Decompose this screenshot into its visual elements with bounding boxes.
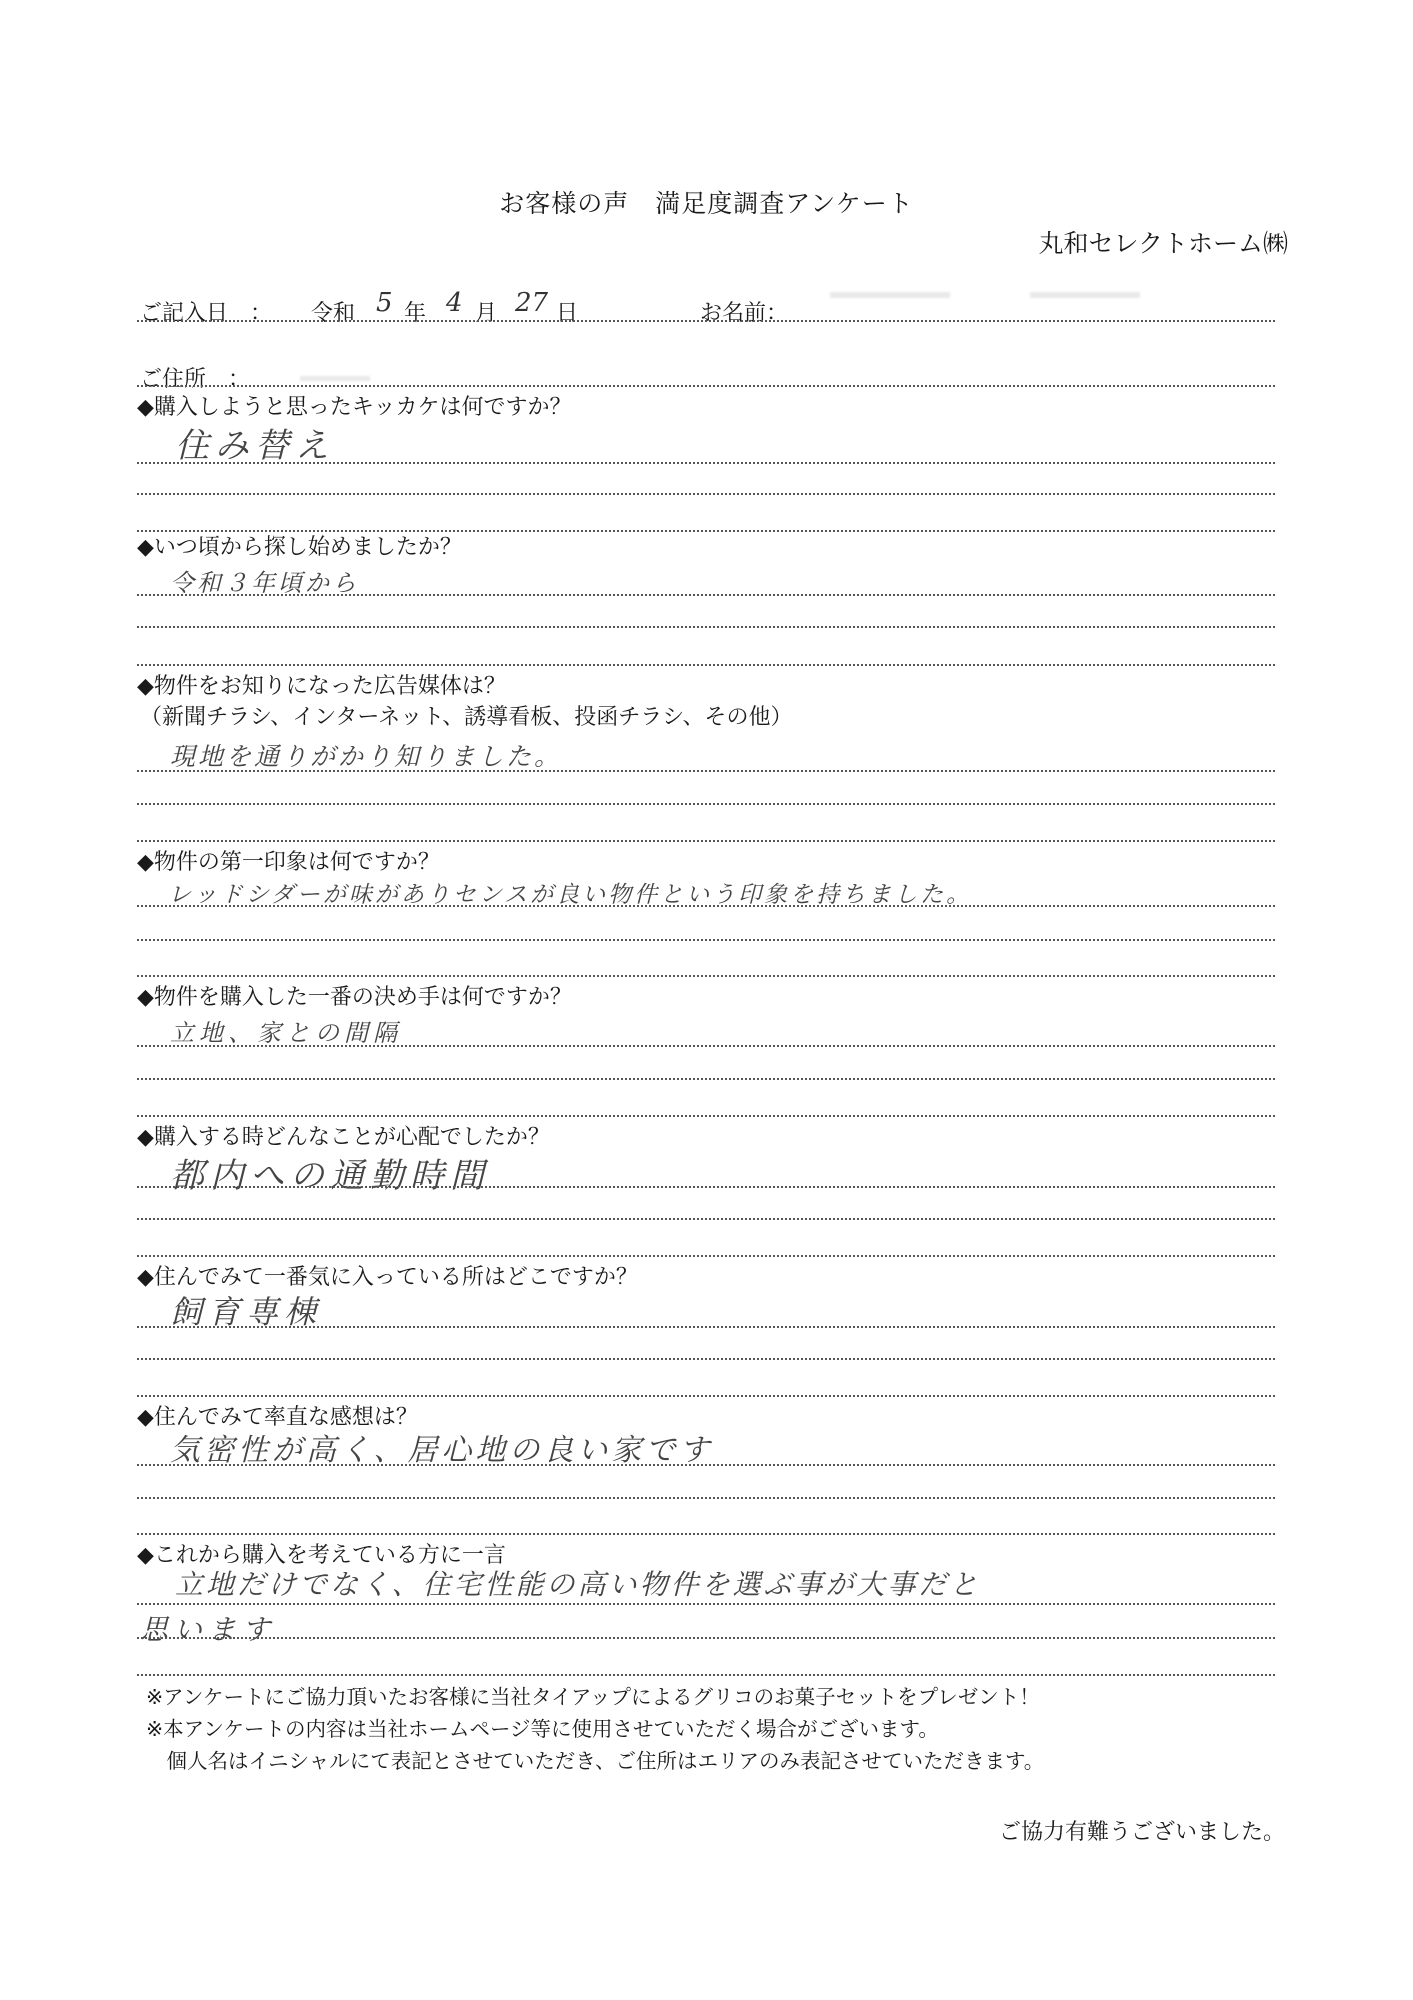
question-3: ◆物件をお知りになった広告媒体は？: [137, 674, 506, 699]
answer-line: [137, 1115, 1275, 1117]
answer-9-continued: 思います: [140, 1613, 277, 1646]
era-label: 令和: [311, 301, 356, 326]
date-year: 5: [376, 288, 393, 318]
date-label: ご記入日 ：: [140, 301, 273, 326]
question-6: ◆購入する時どんなことが心配でしたか？: [137, 1125, 550, 1150]
answer-line: [137, 1326, 1275, 1328]
year-unit: 年: [404, 301, 427, 326]
answer-line: [137, 1603, 1275, 1605]
question-4: ◆物件の第一印象は何ですか？: [137, 850, 440, 875]
answer-line: [137, 626, 1275, 628]
answer-2: 令和３年頃から: [170, 569, 359, 597]
question-8: ◆住んでみて率直な感想は？: [137, 1405, 418, 1430]
answer-line: [137, 1497, 1275, 1499]
name-label: お名前：: [700, 301, 789, 326]
date-name-underline: [137, 320, 1275, 322]
question-3-options: （新聞チラシ、インターネット、誘導看板、投函チラシ、その他）: [140, 705, 793, 730]
answer-line: [137, 462, 1275, 464]
month-unit: 月: [475, 301, 498, 326]
answer-3: 現地を通りがかり知りました。: [170, 742, 563, 771]
answer-9: 立地だけでなく、住宅性能の高い物件を選ぶ事が大事だと: [175, 1568, 981, 1601]
note-privacy: 個人名はイニシャルにて表記とさせていただき、ご住所はエリアのみ表記させていただきます。: [146, 1749, 1045, 1773]
answer-line: [137, 1358, 1275, 1360]
question-1: ◆購入しようと思ったキッカケは何ですか？: [137, 395, 572, 420]
answer-line: [137, 1533, 1275, 1535]
answer-4: レッドシダーが味がありセンスが良い物件という印象を持ちました。: [168, 882, 973, 908]
redacted-address-mark: [300, 376, 370, 381]
answer-7: 飼育専棟: [170, 1293, 323, 1331]
company-name: 丸和セレクトホーム㈱: [1038, 229, 1288, 258]
answer-line: [137, 840, 1275, 842]
answer-line: [137, 975, 1275, 977]
answer-line: [137, 1637, 1275, 1639]
answer-6: 都内への通勤時間: [170, 1156, 490, 1196]
answer-line: [137, 664, 1275, 666]
answer-1: 住み替え: [175, 426, 335, 466]
answer-line: [137, 1674, 1275, 1676]
redacted-name-mark: [830, 292, 950, 298]
answer-line: [137, 939, 1275, 941]
question-9: ◆これから購入を考えている方に一言: [137, 1543, 506, 1568]
answer-line: [137, 594, 1275, 596]
address-underline: [137, 385, 1275, 387]
answer-line: [137, 1186, 1275, 1188]
answer-line: [137, 493, 1275, 495]
answer-line: [137, 1255, 1275, 1257]
answer-line: [137, 1045, 1275, 1047]
answer-line: [137, 1218, 1275, 1220]
answer-line: [137, 905, 1275, 907]
address-label: ご住所 ：: [140, 367, 251, 392]
day-unit: 日: [556, 301, 579, 326]
question-2: ◆いつ頃から探し始めましたか？: [137, 535, 462, 560]
question-7: ◆住んでみて一番気に入っている所はどこですか？: [137, 1265, 638, 1290]
answer-line: [137, 803, 1275, 805]
redacted-name-mark-2: [1030, 292, 1140, 298]
answer-line: [137, 1395, 1275, 1397]
answer-5: 立地、家との間隔: [170, 1019, 402, 1047]
answer-line: [137, 1464, 1275, 1466]
question-5: ◆物件を購入した一番の決め手は何ですか？: [137, 985, 572, 1010]
note-gift: ※アンケートにご協力頂いたお客様に当社タイアップによるグリコのお菓子セットをプレゼント！: [146, 1685, 1040, 1709]
answer-line: [137, 1078, 1275, 1080]
answer-line: [137, 770, 1275, 772]
closing-thanks: ご協力有難うございました。: [998, 1820, 1285, 1845]
date-day: 27: [515, 288, 549, 318]
note-usage: ※本アンケートの内容は当社ホームページ等に使用させていただく場合がございます。: [146, 1717, 939, 1741]
date-month: 4: [446, 288, 463, 318]
survey-title: お客様の声 満足度調査アンケート: [499, 189, 914, 218]
answer-8: 気密性が高く、居心地の良い家です: [170, 1433, 714, 1468]
